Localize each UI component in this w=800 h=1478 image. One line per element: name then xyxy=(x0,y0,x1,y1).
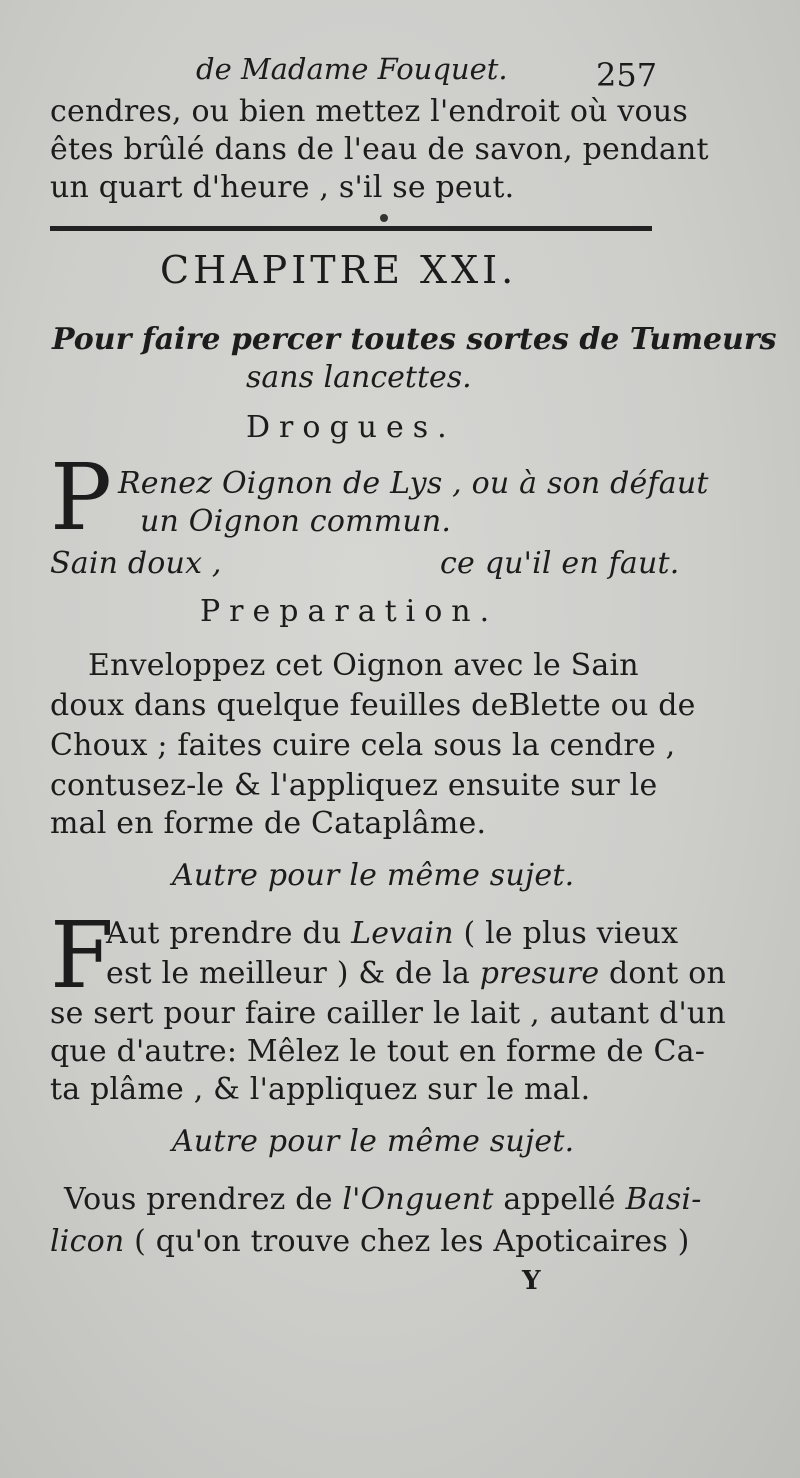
text-line: ta plâme , & l'appliquez sur le mal. xyxy=(50,1072,591,1107)
section-heading: Autre pour le même sujet. xyxy=(172,1124,575,1159)
chapter-heading-line: Pour faire percer toutes sortes de Tumeurs xyxy=(52,322,777,357)
text-line: cendres, ou bien mettez l'endroit où vous xyxy=(50,94,688,129)
text-line: Aut prendre du Levain ( le plus vieux xyxy=(106,916,679,951)
text-line: Renez Oignon de Lys , ou à son défaut xyxy=(118,466,709,501)
drop-cap: P xyxy=(50,444,112,551)
ingredient-quantity: ce qu'il en faut. xyxy=(440,546,680,581)
section-label-drogues: Drogues. xyxy=(246,410,456,445)
text-line: se sert pour faire cailler le lait , autant d'un xyxy=(50,996,726,1031)
text-line: licon ( qu'on trouve chez les Apoticaires ) xyxy=(50,1224,690,1259)
text-line: Choux ; faites cuire cela sous la cendre , xyxy=(50,728,676,763)
ingredient-name: Sain doux , xyxy=(50,546,222,581)
text-line: contusez-le & l'appliquez ensuite sur le xyxy=(50,768,658,803)
chapter-heading-line: sans lancettes. xyxy=(246,360,472,395)
text-line: Vous prendrez de l'Onguent appellé Basi- xyxy=(64,1182,702,1217)
text-line: que d'autre: Mêlez le tout en forme de Ca- xyxy=(50,1034,706,1069)
text-line: Enveloppez cet Oignon avec le Sain xyxy=(88,648,639,683)
section-label-preparation: Preparation. xyxy=(200,594,499,629)
text-line: un quart d'heure , s'il se peut. xyxy=(50,170,515,205)
signature-mark: Y xyxy=(522,1266,541,1296)
section-heading: Autre pour le même sujet. xyxy=(172,858,575,893)
chapter-title: CHAPITRE XXI. xyxy=(160,248,518,292)
running-head: de Madame Fouquet. xyxy=(196,52,508,86)
ornament-dot xyxy=(380,214,388,222)
text-line: doux dans quelque feuilles deBlette ou de xyxy=(50,688,696,723)
divider-rule xyxy=(50,226,652,231)
text-line: un Oignon commun. xyxy=(140,504,452,539)
text-line: mal en forme de Cataplâme. xyxy=(50,806,487,841)
page-number: 257 xyxy=(596,56,658,94)
text-line: êtes brûlé dans de l'eau de savon, pendant xyxy=(50,132,709,167)
drop-cap: F xyxy=(50,902,114,1009)
text-line: est le meilleur ) & de la presure dont on xyxy=(106,956,726,991)
